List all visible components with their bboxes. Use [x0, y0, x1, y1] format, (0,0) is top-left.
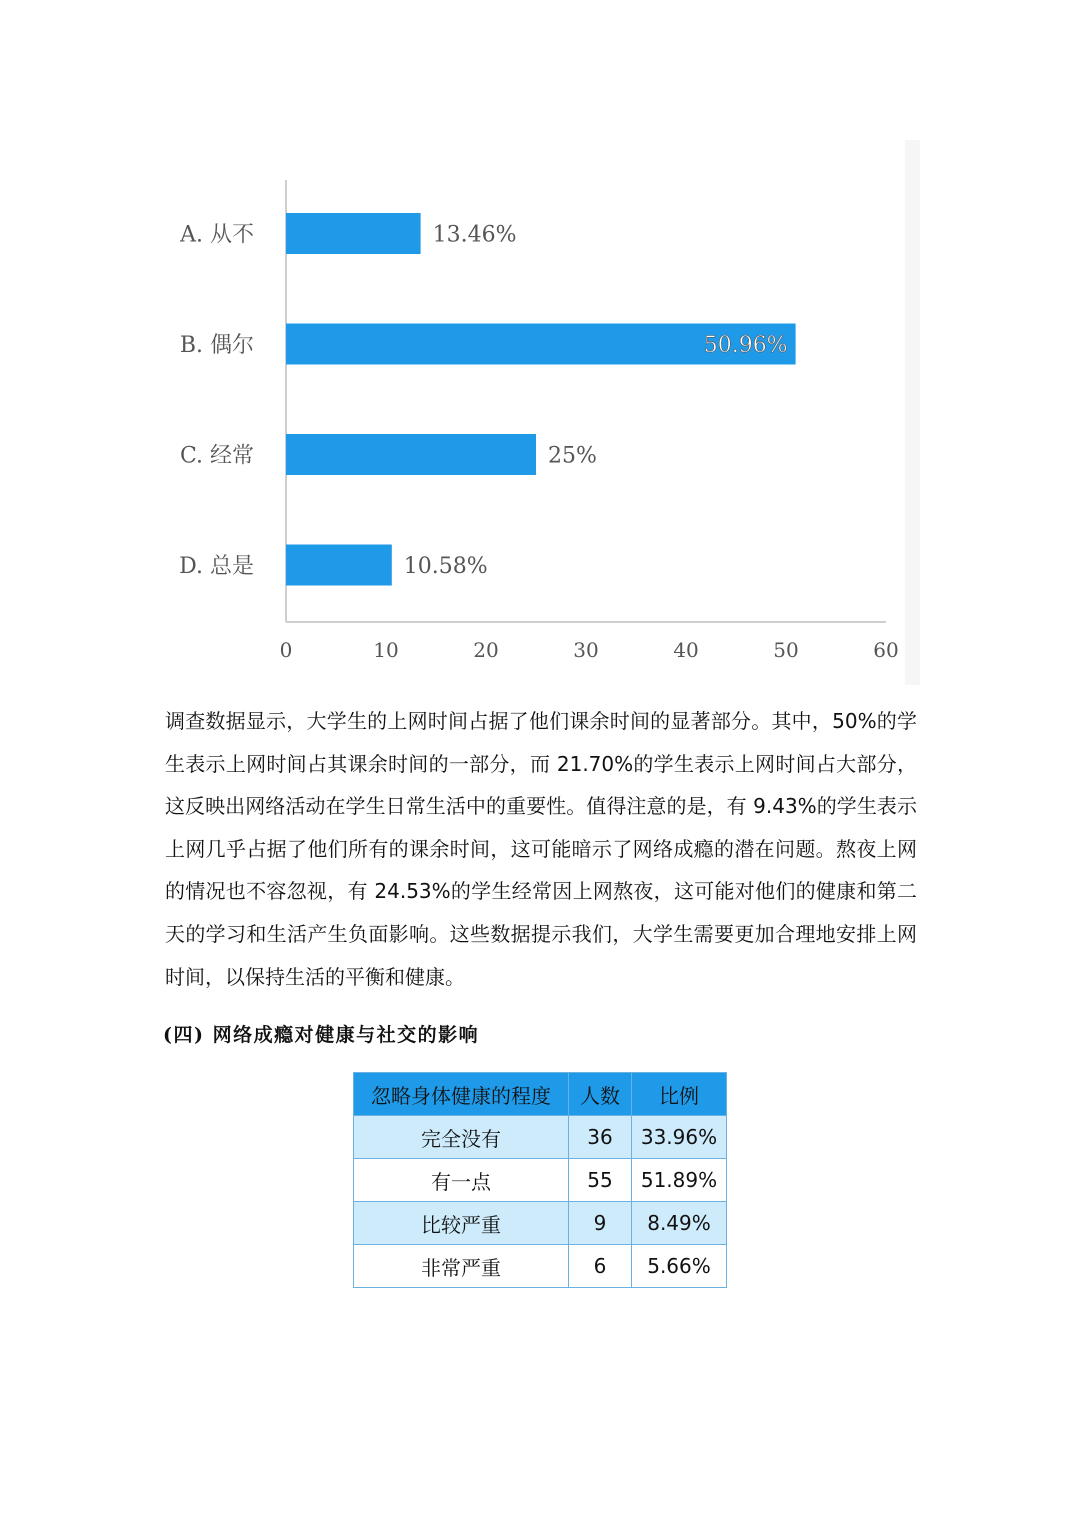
cell-count: 55 [569, 1159, 632, 1202]
x-tick-label: 10 [373, 638, 399, 662]
table-row [354, 1245, 727, 1288]
x-tick-label: 20 [473, 638, 499, 662]
table-row [354, 1159, 727, 1202]
cell-count: 6 [569, 1245, 632, 1288]
cell-count: 36 [569, 1116, 632, 1159]
table-header-row [354, 1073, 727, 1116]
body-paragraph: 调查数据显示，大学生的上网时间占据了他们课余时间的显著部分。其中，50%的学生表示上网时间占其课余时间的一部分，而 21.70%的学生表示上网时间占大部分，这反映出网络活动在学生日常生活中的重要性。值得注意的是，有 9.43%的学生表示上网几乎占据了他们所有的课余时间，这可能暗示了网络成瘾的潜在问题。熬夜上网的情况也不容忽视，有 24.53%的学生经常因上网熬夜，这可能对他们的健康和第二天的学习和生活产生负面影响。这些数据提示我们，大学生需要更加合理地安排上网时间，以保持生活的平衡和健康。 [165, 709, 917, 989]
cell-degree: 非常严重 [354, 1245, 569, 1288]
cell-ratio: 51.89% [632, 1159, 727, 1202]
bar [286, 213, 421, 254]
category-label: A. 从不 [180, 222, 254, 248]
x-tick-label: 40 [673, 638, 699, 662]
cell-count: 9 [569, 1202, 632, 1245]
section-heading: (四) 网络成瘾对健康与社交的影响 [163, 1024, 480, 1046]
cell-degree: 完全没有 [354, 1116, 569, 1159]
table-row [354, 1116, 727, 1159]
table-row [354, 1202, 727, 1245]
category-label: B. 偶尔 [179, 333, 254, 358]
header-degree: 忽略身体健康的程度 [354, 1073, 569, 1116]
bar [286, 434, 536, 475]
x-tick-label: 30 [573, 638, 599, 662]
x-tick-label: 60 [873, 638, 899, 662]
bar-chart [150, 140, 920, 685]
value-label: 13.46% [432, 222, 517, 248]
cell-ratio: 5.66% [632, 1245, 727, 1288]
cell-degree: 有一点 [354, 1159, 569, 1202]
header-ratio: 比例 [632, 1073, 727, 1116]
value-label: 10.58% [403, 554, 488, 579]
category-label: C. 经常 [179, 443, 254, 469]
x-tick-label: 0 [279, 638, 293, 662]
cell-ratio: 8.49% [632, 1202, 727, 1245]
cell-degree: 比较严重 [354, 1202, 569, 1245]
category-label: D. 总是 [179, 554, 254, 579]
health-neglect-table [353, 1072, 727, 1288]
value-label: 50.96% [703, 333, 788, 358]
value-label: 25% [548, 443, 597, 469]
header-count: 人数 [569, 1073, 632, 1116]
x-tick-label: 50 [773, 638, 799, 662]
cell-ratio: 33.96% [632, 1116, 727, 1159]
bar [286, 545, 392, 586]
